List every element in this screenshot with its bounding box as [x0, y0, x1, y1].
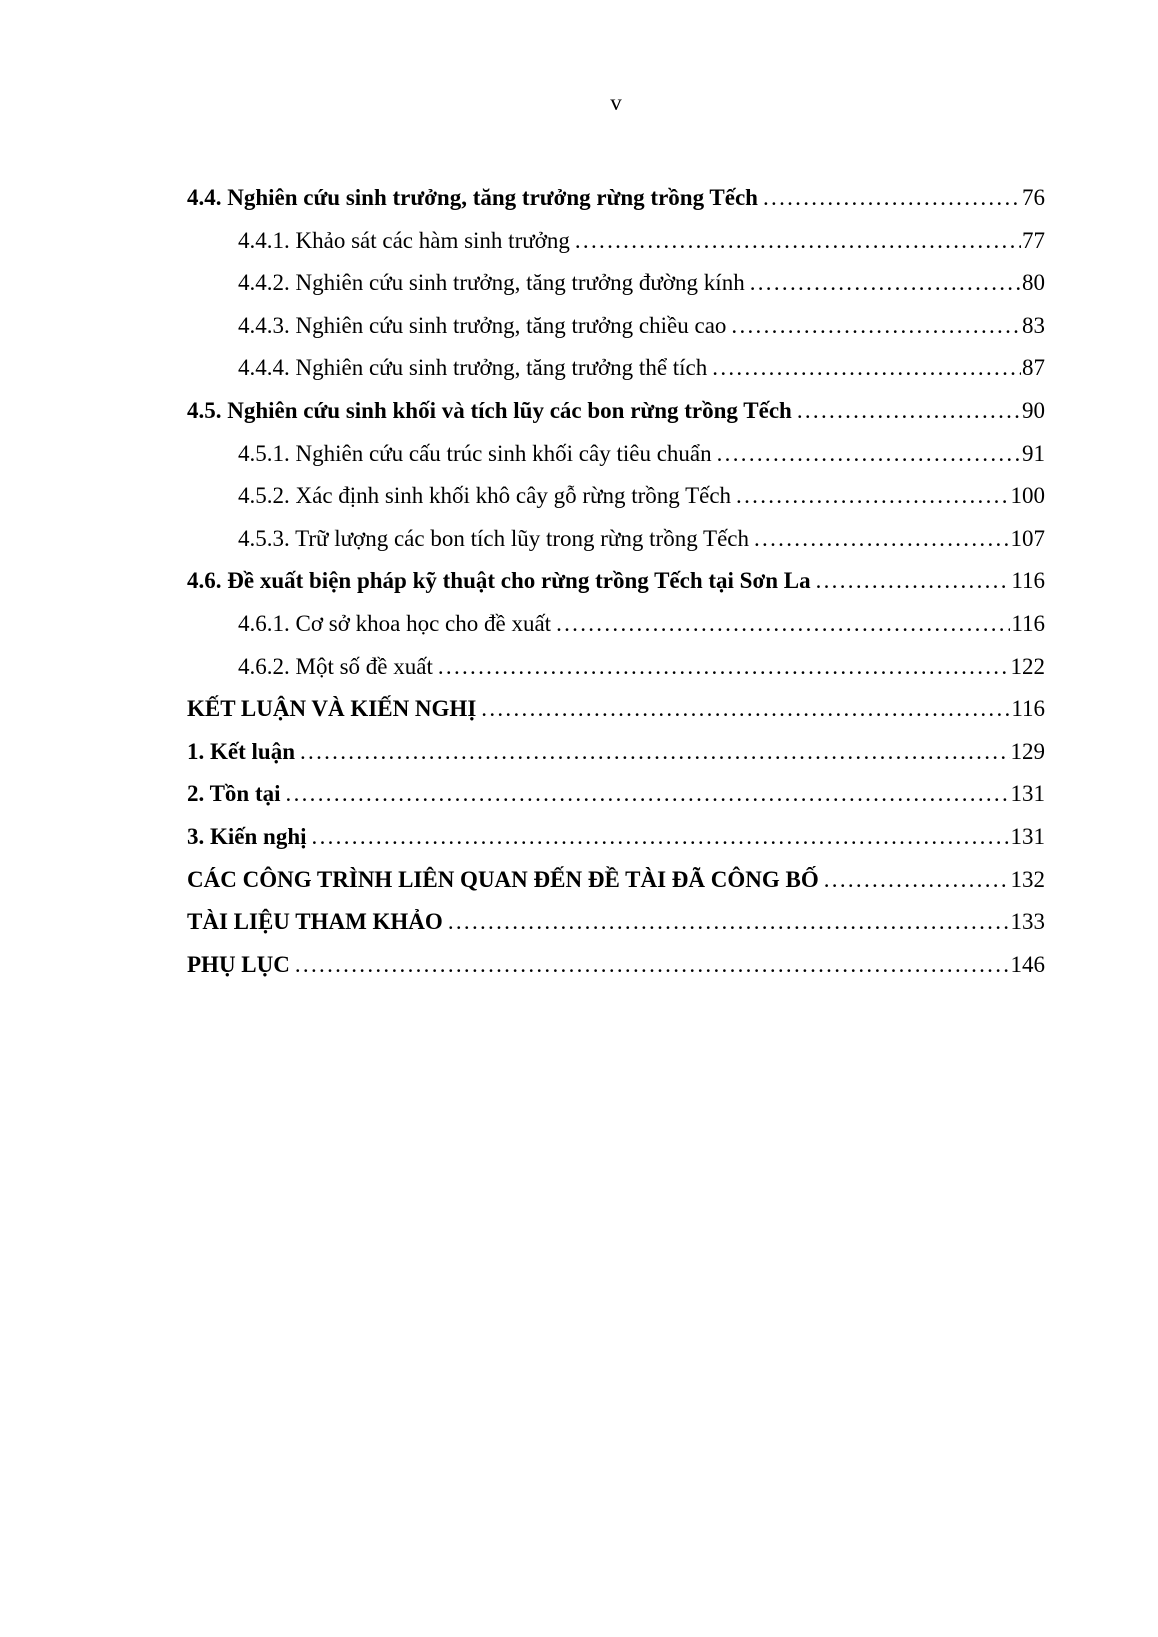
toc-entry-page-number: 77	[1022, 227, 1045, 253]
toc-leader-dots	[763, 177, 1021, 220]
toc-entry-page-number: 122	[1010, 653, 1045, 679]
toc-entry-title: 4.5.3. Trữ lượng các bon tích lũy trong rừng trồng Tếch	[238, 525, 749, 551]
toc-entry-page-number: 90	[1022, 397, 1045, 423]
toc-leader-dots	[312, 816, 1010, 859]
toc-leader-dots	[736, 475, 1009, 518]
toc-entry-page-number: 80	[1022, 270, 1045, 296]
toc-entry	[187, 518, 1045, 561]
toc-entry	[187, 944, 1045, 987]
toc-entry-page-number: 132	[1010, 866, 1045, 892]
toc-entry-title: KẾT LUẬN VÀ KIẾN NGHỊ	[187, 696, 477, 722]
toc-entry-page-number: 116	[1011, 568, 1045, 594]
toc-entry	[187, 262, 1045, 305]
toc-entry-page-number: 100	[1010, 483, 1045, 509]
toc-entry-title: TÀI LIỆU THAM KHẢO	[187, 909, 443, 935]
toc-entry-title: 4.4. Nghiên cứu sinh trưởng, tăng trưởng rừng trồng Tếch	[187, 185, 758, 210]
toc-leader-dots	[750, 262, 1021, 305]
toc-entry	[187, 816, 1045, 859]
toc-entry	[187, 475, 1045, 518]
toc-entry-title: 4.6. Đề xuất biện pháp kỹ thuật cho rừng trồng Tếch tại Sơn La	[187, 568, 811, 594]
toc-entry	[187, 773, 1045, 816]
toc-entry-page-number: 129	[1010, 738, 1045, 764]
toc-leader-dots	[816, 560, 1011, 603]
toc-entry-title: 4.4.2. Nghiên cứu sinh trưởng, tăng trưởng đường kính	[238, 270, 745, 296]
toc-entry	[187, 347, 1045, 390]
toc-entry-page-number: 133	[1010, 909, 1045, 935]
toc-entry-title: 1. Kết luận	[187, 738, 295, 764]
toc-leader-dots	[286, 773, 1010, 816]
toc-entry-page-number: 116	[1011, 696, 1045, 722]
toc-leader-dots	[754, 518, 1010, 561]
toc-entry	[187, 220, 1045, 263]
toc-entry-page-number: 87	[1022, 355, 1045, 381]
page-number-header: v	[610, 90, 622, 115]
toc-leader-dots	[448, 901, 1010, 944]
table-of-contents	[187, 177, 1045, 986]
toc-entry	[187, 560, 1045, 603]
toc-entry-title: 4.5.1. Nghiên cứu cấu trúc sinh khối cây tiêu chuẩn	[238, 440, 712, 466]
toc-entry	[187, 433, 1045, 476]
toc-entry-page-number: 76	[1022, 185, 1045, 210]
toc-leader-dots	[731, 305, 1021, 348]
toc-entry-page-number: 131	[1010, 781, 1045, 807]
toc-entry	[187, 177, 1045, 220]
toc-leader-dots	[575, 220, 1021, 263]
toc-leader-dots	[481, 688, 1010, 731]
toc-leader-dots	[438, 646, 1010, 689]
toc-leader-dots	[556, 603, 1010, 646]
toc-entry-page-number: 146	[1010, 951, 1045, 977]
toc-entry-title: 4.5.2. Xác định sinh khối khô cây gỗ rừng trồng Tếch	[238, 483, 732, 509]
toc-entry	[187, 688, 1045, 731]
toc-entry	[187, 646, 1045, 689]
toc-entry-title: CÁC CÔNG TRÌNH LIÊN QUAN ĐẾN ĐỀ TÀI ĐÃ CÔNG BỐ	[187, 866, 819, 892]
toc-entry-title: 4.6.2. Một số đề xuất	[238, 653, 433, 679]
toc-leader-dots	[797, 390, 1021, 433]
toc-leader-dots	[712, 347, 1021, 390]
toc-entry-title: 4.4.4. Nghiên cứu sinh trưởng, tăng trưởng thể tích	[238, 355, 708, 381]
toc-leader-dots	[717, 433, 1021, 476]
toc-entry-page-number: 91	[1022, 440, 1045, 466]
toc-entry	[187, 603, 1045, 646]
toc-entry	[187, 305, 1045, 348]
toc-leader-dots	[824, 859, 1010, 902]
toc-leader-dots	[300, 731, 1010, 774]
toc-entry-page-number: 131	[1010, 823, 1045, 849]
toc-entry	[187, 901, 1045, 944]
toc-entry-title: 4.5. Nghiên cứu sinh khối và tích lũy các bon rừng trồng Tếch	[187, 397, 792, 423]
toc-entry-title: 3. Kiến nghị	[187, 823, 307, 849]
toc-entry	[187, 731, 1045, 774]
toc-entry-title: 4.4.3. Nghiên cứu sinh trưởng, tăng trưởng chiều cao	[238, 312, 727, 338]
toc-entry	[187, 390, 1045, 433]
toc-entry-page-number: 83	[1022, 312, 1045, 338]
toc-entry-title: 2. Tồn tại	[187, 781, 281, 807]
toc-entry-title: 4.6.1. Cơ sở khoa học cho đề xuất	[238, 610, 552, 636]
toc-entry-page-number: 107	[1010, 525, 1045, 551]
toc-leader-dots	[295, 944, 1010, 987]
toc-entry-page-number: 116	[1011, 610, 1045, 636]
toc-entry-title: PHỤ LỤC	[187, 951, 290, 977]
toc-entry	[187, 859, 1045, 902]
toc-entry-title: 4.4.1. Khảo sát các hàm sinh trưởng	[238, 227, 570, 253]
